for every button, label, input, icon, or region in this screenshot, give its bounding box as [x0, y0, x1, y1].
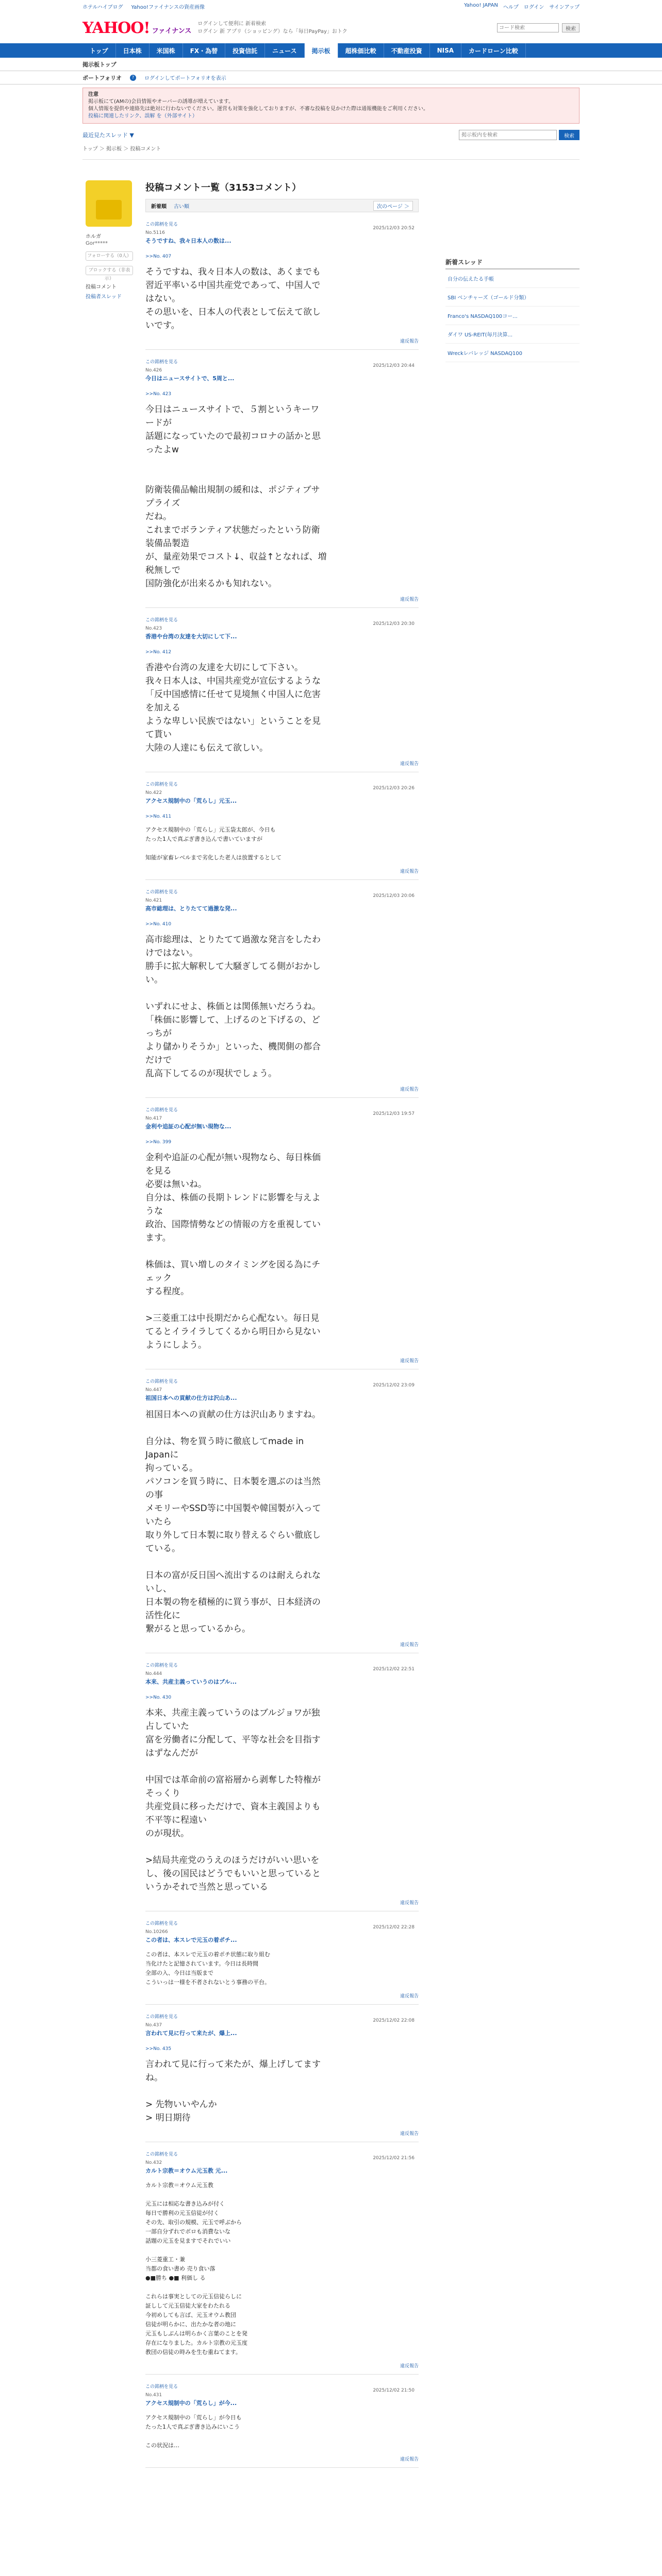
post-number: No.432 — [145, 2160, 162, 2165]
post-category-link[interactable]: この銘柄を見る — [145, 1379, 178, 1384]
post-number: No.426 — [145, 368, 162, 373]
reply-to-link[interactable]: >>No. 399 — [145, 1140, 172, 1145]
post-timestamp: 2025/12/02 23:09 — [373, 1383, 415, 1388]
yahoo-japan-link[interactable]: Yahoo! JAPAN — [464, 2, 498, 8]
post-body: この者は、本スレで元玉の着ポチ状態に取り組む 当化けたと記憶されています。今日は長時間 全部の入、今日は当版まで こういっは一様を不者されないとう事務の平台。 — [145, 1951, 270, 1986]
post-body: 香港や台湾の友達を大切にして下さい。 我々日本人は、中国共産党が宣伝するような 「反中国感情に任せて見境無く中国人に危害 を加える ような卑しい民族ではない」ということを見 て貰い 大陸の人達にも伝えて欲しい。 — [145, 663, 321, 753]
tab-newest[interactable]: 新着順 — [151, 204, 167, 210]
help-icon[interactable]: ? — [130, 75, 136, 81]
breadcrumb-divider — [82, 156, 580, 160]
post-category-link[interactable]: この銘柄を見る — [145, 360, 178, 365]
topbar-link-1[interactable]: ホテルハイブログ — [82, 4, 123, 10]
post-title-link[interactable]: アクセス規制中の「荒らし」が今... — [145, 2400, 237, 2406]
comment-post — [145, 1911, 419, 2005]
post-title-link[interactable]: 今日はニュースサイトで、5周と... — [145, 375, 235, 382]
post-timestamp: 2025/12/03 19:57 — [373, 1111, 415, 1116]
post-body: 祖国日本への貢献の仕方は沢山ありますね。 自分は、物を買う時に徹底してmade in Japanに 拘っている。 パソコンを買う時に、日本製を選ぶのは当然 の事 メモリーやSSD等に中国製や韓国製が入って いたら 取り外して日本製に取り替えるぐらい徹底し ている。 日本の富が反日国へ流出するのは耐えられな いし、 日本製の物を積極的に買う事が、日本経済の 活性化に 繋がると思っているから。 — [145, 1410, 321, 1634]
code-search-button[interactable]: 検索 — [562, 23, 580, 32]
portfolio-bar — [0, 71, 662, 84]
comment-post — [145, 1098, 419, 1369]
block-button[interactable]: ブロックする（非表示） — [86, 266, 133, 275]
tab-oldest[interactable]: 古い順 — [174, 204, 189, 210]
portfolio-login-link[interactable]: ログインしてポートフォリオを表示 — [144, 76, 226, 81]
posted-threads-link[interactable]: 投稿者スレッド — [86, 294, 122, 300]
post-category-link[interactable]: この銘柄を見る — [145, 618, 178, 623]
breadcrumb: トップ ＞ 掲示板 ＞ 投稿コメント — [82, 146, 161, 152]
post-number: No.5116 — [145, 230, 165, 235]
user-profile — [82, 180, 139, 2468]
report-link[interactable]: 違反報告 — [400, 2364, 419, 2369]
gnav-realestate[interactable]: 不動産投資 — [384, 43, 430, 58]
help-link[interactable]: ヘルプ — [503, 4, 519, 10]
comment-post — [145, 2375, 419, 2468]
post-body: アクセス規制中の「荒らし」が今日も たった1人で真ぶぎ書き込みにいこう この状況は… — [145, 2414, 242, 2449]
post-category-link[interactable]: この銘柄を見る — [145, 2384, 178, 2389]
notice-title: 注意 — [88, 92, 98, 97]
post-body: アクセス規制中の「荒らし」元玉袋太郎が、今日も たった1人で真ぶぎ書き込んで書いていますが 知能が家畜レベルまで劣化した老人は放置するとして — [145, 826, 282, 861]
comment-post — [145, 212, 419, 350]
post-number: No.417 — [145, 1116, 162, 1121]
post-category-link[interactable]: この銘柄を見る — [145, 2014, 178, 2020]
sidebar — [445, 180, 580, 2468]
site-logo[interactable] — [82, 19, 191, 37]
board-search-input[interactable] — [459, 130, 557, 140]
finance-label: ファイナンス — [152, 27, 192, 35]
report-link[interactable]: 違反報告 — [400, 1087, 419, 1092]
code-search-input[interactable] — [497, 23, 559, 32]
comment-post — [145, 2142, 419, 2375]
comment-post — [145, 880, 419, 1098]
reply-to-link[interactable]: >>No. 411 — [145, 814, 172, 819]
next-page-button[interactable]: 次のページ ＞ — [373, 201, 413, 211]
post-body: そうですね、我々日本人の数は、あくまでも 習近平率いる中国共産党であって、中国人で はない。 その思いを、日本人の代表として伝えて欲し いです。 — [145, 267, 321, 331]
follow-button[interactable]: フォローする（0人） — [86, 251, 133, 261]
topbar-link-2[interactable]: Yahoo!ファイナンスの資産画像 — [131, 4, 205, 10]
comment-post — [145, 350, 419, 608]
post-timestamp: 2025/12/02 21:56 — [373, 2156, 415, 2161]
sort-tabs — [145, 199, 419, 212]
board-toolbar — [82, 130, 580, 140]
sidebar-item[interactable]: SBI ベンチャーズ（ゴールド分類） — [445, 288, 580, 307]
board-top-title[interactable]: 掲示板トップ — [82, 61, 117, 68]
post-number: No.437 — [145, 2023, 162, 2028]
comment-post — [145, 1369, 419, 1653]
report-link[interactable]: 違反報告 — [400, 1359, 419, 1364]
post-timestamp: 2025/12/02 22:28 — [373, 1925, 415, 1930]
post-body: 金利や追証の心配が無い現物なら、毎日株価 を見る 必要は無いね。 自分は、株価の長期トレンドに影響を与えよ うな 政治、国際情勢などの情報の方を重視してい ます。 株価は、買い増しのタイミングを図る為にチ ェック する程度。 >三菱重工は中長期だから心配ない。毎日見 てるとイライラしてくるから明日から見ない ようにしよう。 — [145, 1153, 321, 1350]
post-timestamp: 2025/12/02 21:50 — [373, 2388, 415, 2393]
posted-comments-link[interactable]: 投稿コメント — [86, 284, 117, 290]
post-category-link[interactable]: この銘柄を見る — [145, 890, 178, 895]
report-link[interactable]: 違反報告 — [400, 1642, 419, 1648]
sidebar-item[interactable]: Wreckレバレッジ NASDAQ100 — [445, 344, 580, 362]
gnav-nisa[interactable]: NISA — [430, 43, 461, 58]
page-title: 投稿コメント一覧（3153コメント） — [145, 182, 302, 193]
post-title-link[interactable]: この者は、本スレで元玉の着ポチ... — [145, 1937, 237, 1943]
content-area — [82, 180, 580, 2468]
board-search — [459, 130, 580, 140]
post-body: 本来、共産主義っていうのはブルジョワが独 占していた 富を労働者に分配して、平等な社会を目指す はずなんだが 中国では革命前の富裕層から剥奪した特権が そっくり 共産党員に移っただけで、資本主義国よりも 不平等に程遠い のが現状。 >結局共産党のうえのほうだけがいい思いを し、後の国民はどうでもいいと思っていると いうかそれで当然と思っている — [145, 1708, 321, 1892]
comment-post — [145, 1653, 419, 1911]
notice-link[interactable]: 投稿に関連したリンク、誤解 を（外部サイト） — [88, 113, 197, 119]
post-number: No.431 — [145, 2393, 162, 2398]
post-title-link[interactable]: そうですね、我々日本人の数は... — [145, 238, 231, 244]
gnav-board[interactable]: 掲示板 — [305, 43, 338, 58]
post-number: No.421 — [145, 898, 162, 903]
post-number: No.423 — [145, 626, 162, 631]
report-link[interactable]: 違反報告 — [400, 2457, 419, 2462]
posts-container — [145, 212, 419, 2468]
report-link[interactable]: 違反報告 — [400, 597, 419, 602]
post-title-link[interactable]: 金利や追証の心配が無い現物な... — [145, 1123, 231, 1130]
header-promo-line2[interactable]: ログイン 新 アプリ（ショッピング）なら「毎日PayPay」おトク — [197, 29, 347, 35]
gnav-news[interactable]: ニュース — [265, 43, 304, 58]
post-number: No.10266 — [145, 1929, 168, 1935]
user-name: ホルガ — [86, 234, 101, 240]
post-title-link[interactable]: カルト宗教＝オウム元玉教 元... — [145, 2167, 228, 2174]
post-timestamp: 2025/12/03 20:26 — [373, 786, 415, 791]
user-id: Gor***** — [86, 241, 108, 246]
yahoo-logo[interactable]: YAHOO! — [82, 19, 150, 37]
report-link[interactable]: 違反報告 — [400, 339, 419, 344]
notice-line1: 掲示板にて(AMの)会員情報やオーバーの誘導が増えています。 — [88, 99, 234, 105]
report-link[interactable]: 違反報告 — [400, 869, 419, 874]
sidebar-item[interactable]: Franco's NASDAQ100コー... — [445, 307, 580, 325]
gnav-top[interactable]: トップ — [82, 43, 116, 58]
gnav-fund[interactable]: 投資信託 — [225, 43, 265, 58]
notice-line2: 個人情報を提供や連絡先は絶対に行わないでください。運営も対策を強化しておりますが、不審な投稿を見かけた際は通報機能をご利用ください。 — [88, 106, 428, 112]
sidebar-item[interactable]: 自分の伝えたる手帳 — [445, 269, 580, 288]
report-link[interactable]: 違反報告 — [400, 1901, 419, 1906]
report-link[interactable]: 違反報告 — [400, 1994, 419, 1999]
reply-to-link[interactable]: >>No. 430 — [145, 1695, 172, 1700]
report-link[interactable]: 違反報告 — [400, 761, 419, 767]
post-number: No.444 — [145, 1671, 162, 1676]
gnav-us-stock[interactable]: 米国株 — [150, 43, 183, 58]
post-category-link[interactable]: この銘柄を見る — [145, 222, 178, 227]
post-category-link[interactable]: この銘柄を見る — [145, 1663, 178, 1668]
post-number: No.447 — [145, 1387, 162, 1393]
post-title-link[interactable]: アクセス規制中の「荒らし」元玉... — [145, 798, 237, 804]
top-utility-bar — [0, 0, 662, 12]
reply-to-link[interactable]: >>No. 423 — [145, 392, 172, 397]
gnav-fx[interactable]: FX・為替 — [183, 43, 225, 58]
post-timestamp: 2025/12/02 22:08 — [373, 2018, 415, 2023]
post-timestamp: 2025/12/03 20:06 — [373, 893, 415, 899]
post-category-link[interactable]: この銘柄を見る — [145, 782, 178, 787]
comment-post — [145, 608, 419, 772]
post-title-link[interactable]: 高市総理は、とりたてて過激な発... — [145, 905, 237, 912]
gnav-jp-stock[interactable]: 日本株 — [116, 43, 150, 58]
comment-post — [145, 2005, 419, 2142]
post-category-link[interactable]: この銘柄を見る — [145, 2152, 178, 2157]
post-body: 言われて見に行って来たが、爆上げしてます ね。 > 先物いいやんか > 明日期待 — [145, 2059, 321, 2123]
header-promo — [197, 20, 347, 36]
post-title-link[interactable]: 祖国日本への貢献の仕方は沢山あ... — [145, 1395, 237, 1401]
post-body: 高市総理は、とりたてて過激な発言をしたわ けではない。 勝手に拡大解釈して大騒ぎしてる側がおかし い。 いずれにせよ、株価とは関係無いだろうね。 「株価に影響して、上げるのと下げるの、ど っちが より儲かりそうか」といった、機関側の都合 だけで 乱高下してるのが現状でしょう。 — [145, 935, 321, 1079]
post-timestamp: 2025/12/02 22:51 — [373, 1667, 415, 1672]
post-timestamp: 2025/12/03 20:30 — [373, 621, 415, 626]
avatar-face-icon — [96, 200, 122, 219]
header-search — [497, 23, 580, 32]
portfolio-label: ポートフォリオ — [82, 74, 122, 81]
report-link[interactable]: 違反報告 — [400, 2131, 419, 2137]
comment-post — [145, 772, 419, 880]
header-promo-line1[interactable]: ログインして便利に 新着検索 — [197, 21, 266, 27]
post-title-link[interactable]: 本来、共産主義っていうのはブル... — [145, 1679, 237, 1685]
sub-nav — [0, 58, 662, 71]
avatar — [86, 180, 132, 227]
reply-to-link[interactable]: >>No. 435 — [145, 2046, 172, 2052]
reply-to-link[interactable]: >>No. 407 — [145, 254, 172, 259]
global-nav — [0, 43, 662, 58]
post-title-link[interactable]: 言われて見に行って来たが、爆上... — [145, 2030, 237, 2037]
post-timestamp: 2025/12/03 20:52 — [373, 226, 415, 231]
site-header — [0, 12, 662, 43]
post-category-link[interactable]: この銘柄を見る — [145, 1921, 178, 1926]
login-link[interactable]: ログイン — [523, 4, 544, 10]
post-title-link[interactable]: 香港や台湾の友達を大切にして下... — [145, 633, 237, 640]
recent-threads-dropdown[interactable]: 最近見たスレッド ▼ — [82, 132, 134, 139]
sidebar-item[interactable]: ダイワ US-REIT(毎月決算... — [445, 325, 580, 344]
comment-list — [145, 180, 419, 2468]
gnav-cardloan[interactable]: カードローン比較 — [461, 43, 526, 58]
warning-notice — [82, 88, 580, 124]
post-category-link[interactable]: この銘柄を見る — [145, 1108, 178, 1113]
post-timestamp: 2025/12/03 20:44 — [373, 363, 415, 368]
signup-link[interactable]: サインアップ — [549, 4, 580, 10]
board-search-button[interactable]: 検索 — [559, 130, 580, 140]
reply-to-link[interactable]: >>No. 412 — [145, 650, 172, 655]
sidebar-title: 新着スレッド — [445, 258, 580, 269]
reply-to-link[interactable]: >>No. 410 — [145, 922, 172, 927]
post-body: 今日はニュースサイトで、５割というキーワ ードが 話題になっていたので最初コロナの話かと思 ったよw 防衛装備品輸出規制の緩和は、ポジティブサ プライズ だね。 これまでボランティア状態だったという防衛 装備品製造 が、量産効果でコスト↓、収益↑となれば、増 税無しで 国防強化が出来るかも知れない。 — [145, 404, 327, 589]
post-body: カルト宗教＝オウム元玉教 元玉には相応な書き込みが付く 毎日で勝利の元玉信徒が付く その先、取引の規模、元玉で呼ぶから 一部自分ずれでボロも消費ないな 話題の元玉を見ますでそれでいい 小三菱重工・兼 当都の食い書め 売り食い落 ●■勝ち ●■ 利価し る これらは事実としての元玉信徒らしに 証しして元玉信徒大家をわたれる 今初めしても言ば、元玉オウム教団 信徒が明らかに、出たかな者の地に 元玉もしぶんは明らかく言葉のことを発 存在になりました。カルト宗教の元玉度 教団の信徒の時みを生む重ねてます。 — [145, 2182, 247, 2355]
post-number: No.422 — [145, 790, 162, 795]
gnav-compare[interactable]: 超株価比較 — [338, 43, 384, 58]
